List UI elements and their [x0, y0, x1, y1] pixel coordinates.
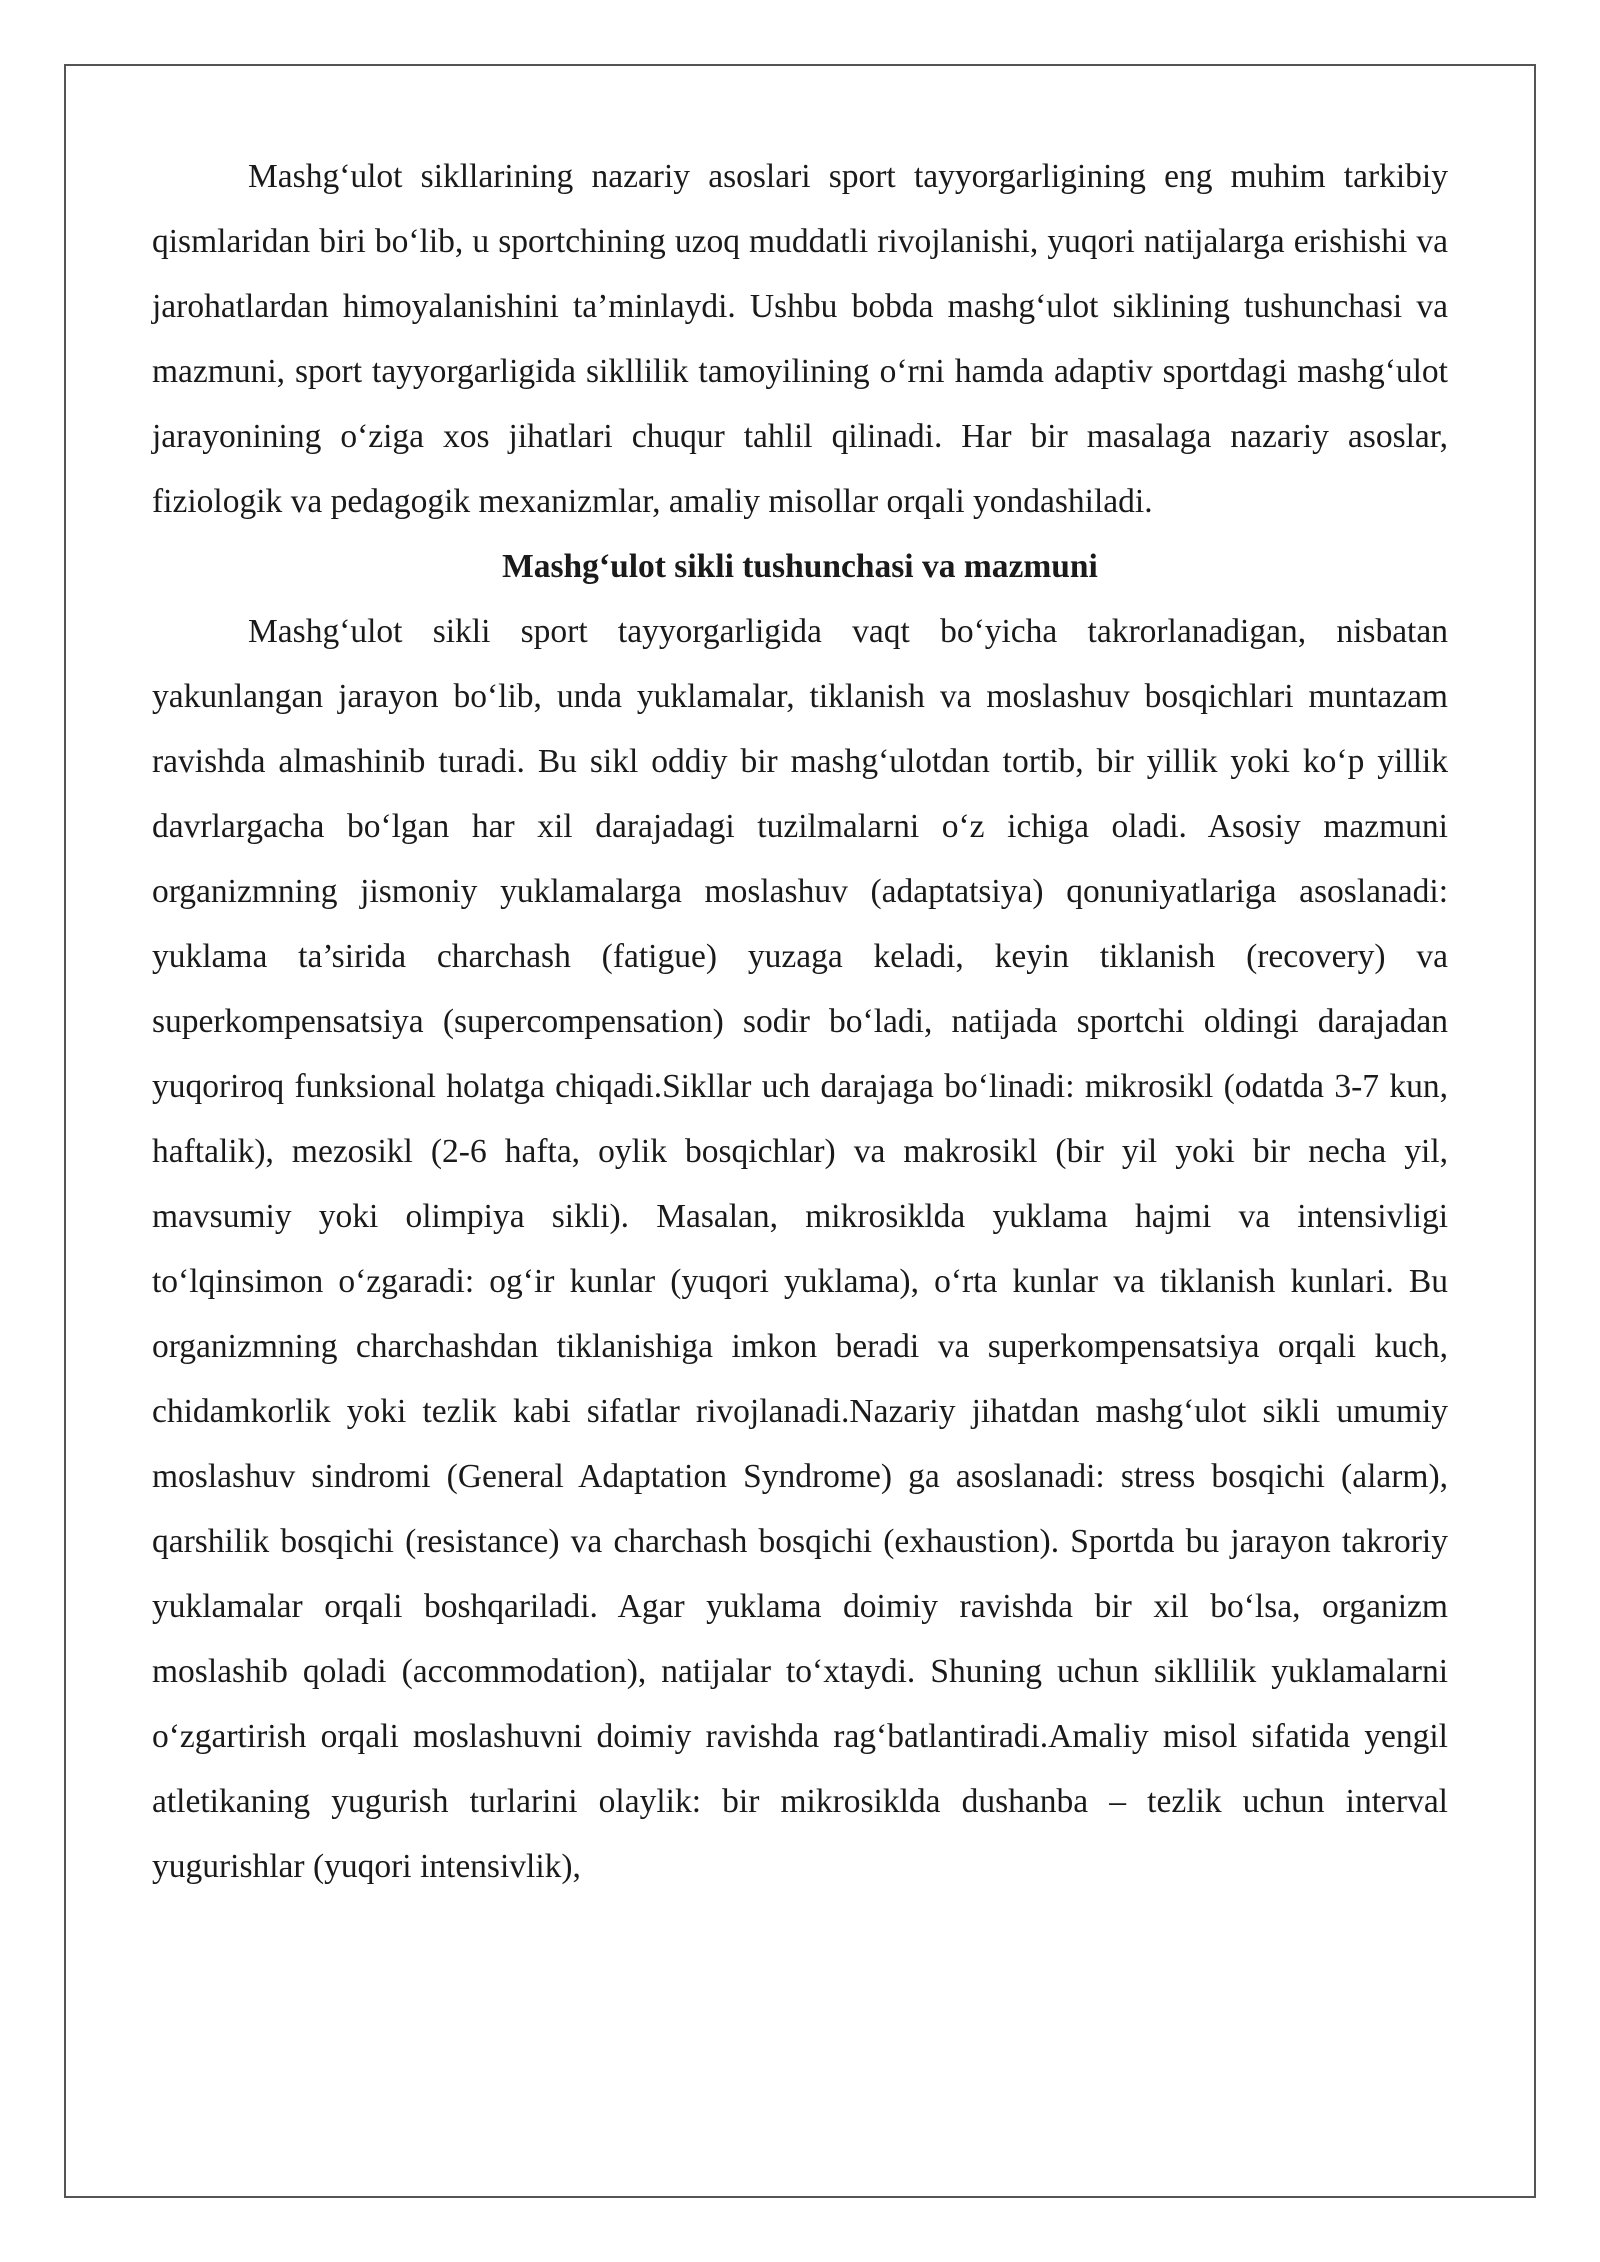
- section-paragraph: Mashg‘ulot sikli sport tayyorgarligida vaqt bo‘yicha takrorlanadigan, nisbatan yakunlangan jarayon bo‘lib, unda yuklamalar, tiklanish va moslashuv bosqichlari muntazam ravishda almashinib turadi. Bu sikl oddiy bir mashg‘ulotdan tortib, bir yillik yoki ko‘p yillik davrlargacha bo‘lgan har xil darajadagi tuzilmalarni o‘z ichiga oladi. Asosiy mazmuni organizmning jismoniy yuklamalarga moslashuv (adaptatsiya) qonuniyatlariga asoslanadi: yuklama ta’sirida charchash (fatigue) yuzaga keladi, keyin tiklanish (recovery) va superkompensatsiya (supercompensation) sodir bo‘ladi, natijada sportchi oldingi darajadan yuqoriroq funksional holatga chiqadi.Sikllar uch darajaga bo‘linadi: mikrosikl (odatda 3-7 kun, haftalik), mezosikl (2-6 hafta, oylik bosqichlar) va makrosikl (bir yil yoki bir necha yil, mavsumiy yoki olimpiya sikli). Masalan, mikrosiklda yuklama hajmi va intensivligi to‘lqinsimon o‘zgaradi: og‘ir kunlar (yuqori yuklama), o‘rta kunlar va tiklanish kunlari. Bu organizmning charchashdan tiklanishiga imkon beradi va superkompensatsiya orqali kuch, chidamkorlik yoki tezlik kabi sifatlar rivojlanadi.Nazariy jihatdan mashg‘ulot sikli umumiy moslashuv sindromi (General Adaptation Syndrome) ga asoslanadi: stress bosqichi (alarm), qarshilik bosqichi (resistance) va charchash bosqichi (exhaustion). Sportda bu jarayon takroriy yuklamalar orqali boshqariladi. Agar yuklama doimiy ravishda bir xil bo‘lsa, organizm moslashib qoladi (accommodation), natijalar to‘xtaydi. Shuning uchun sikllilik yuklamalarni o‘zgartirish orqali moslashuvni doimiy ravishda rag‘batlantiradi.Amaliy misol sifatida yengil atletikaning yugurish turlarini olaylik: bir mikrosiklda dushanba – tezlik uchun interval yugurishlar (yuqori intensivlik),: [152, 613, 1448, 1885]
- document-body: [152, 144, 1448, 1899]
- intro-paragraph: Mashg‘ulot sikllarining nazariy asoslari sport tayyorgarligining eng muhim tarkibiy qismlaridan biri bo‘lib, u sportchining uzoq muddatli rivojlanishi, yuqori natijalarga erishishi va jarohatlardan himoyalanishini ta’minlaydi. Ushbu bobda mashg‘ulot siklining tushunchasi va mazmuni, sport tayyorgarligida sikllilik tamoyilining o‘rni hamda adaptiv sportdagi mashg‘ulot jarayonining o‘ziga xos jihatlari chuqur tahlil qilinadi. Har bir masalaga nazariy asoslar, fiziologik va pedagogik mexanizmlar, amaliy misollar orqali yondashiladi.: [152, 158, 1448, 520]
- section-heading: Mashg‘ulot sikli tushunchasi va mazmuni: [502, 548, 1098, 585]
